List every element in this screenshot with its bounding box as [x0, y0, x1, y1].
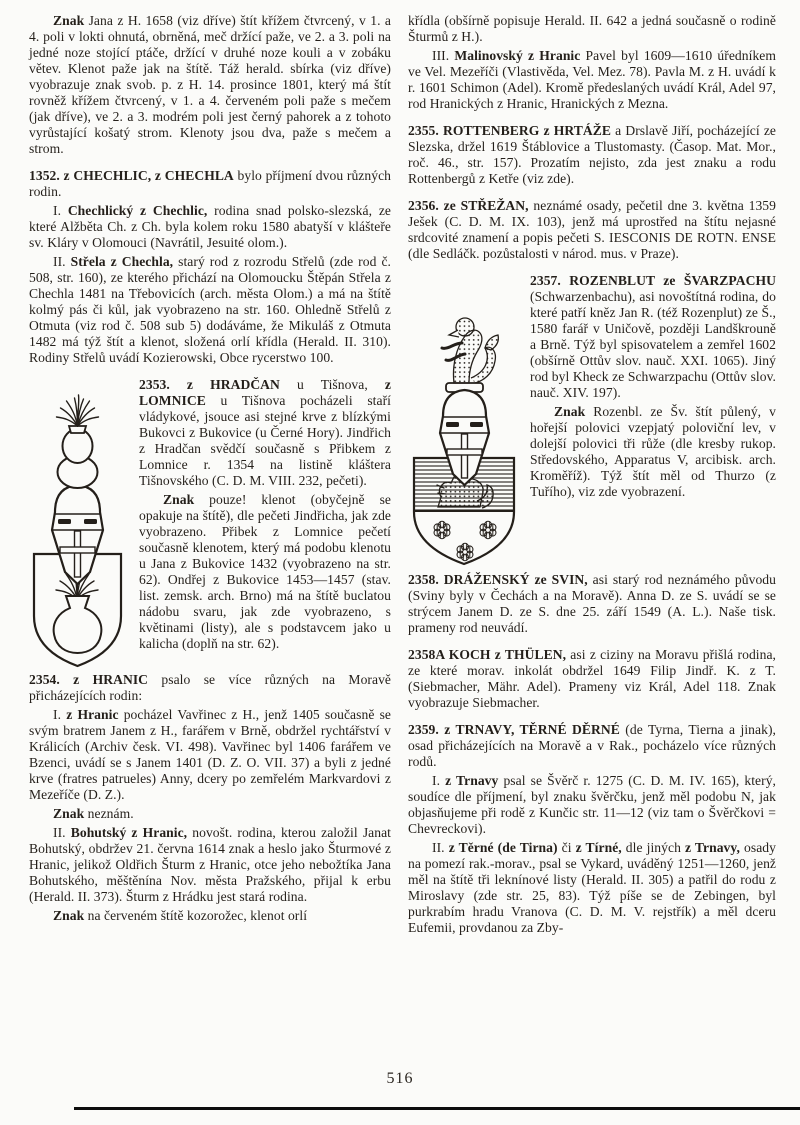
- two-column-text: [29, 13, 776, 939]
- text-run: asi z ciziny na Moravu přišlá rodina, ze které morav. inkolát obdržel 1649 Filip Jindř. K. z T. (Siebmacher, Mähr. Adel). Prameny viz Král, Adel 118. Znak vyobrazuje Siebmacher.: [408, 647, 776, 710]
- entry-2355-heading: [408, 123, 776, 187]
- entry-2354-znak-kozorozec: [29, 908, 391, 924]
- bold-text-run: Malinovský z Hranic: [454, 48, 581, 63]
- entry-1352-ii-strela: [29, 254, 391, 366]
- crest-pot: [57, 395, 99, 488]
- text-run: I.: [53, 203, 68, 218]
- entry-2354-znak-neznam: [29, 806, 391, 822]
- bold-text-run: 2356. ze STŘEŽAN,: [408, 198, 529, 213]
- bold-text-run: z Hranic: [66, 707, 119, 722]
- bold-text-run: Znak: [53, 13, 85, 28]
- bold-text-run: 2358A KOCH z THÜLEN,: [408, 647, 567, 662]
- entry-1352-heading: [29, 168, 391, 200]
- bold-text-run: Střela z Chechla,: [70, 254, 174, 269]
- hradcan-arms-figure: [29, 392, 126, 670]
- text-run: III.: [432, 48, 455, 63]
- hradcan-arms-drawing: [29, 392, 126, 670]
- bold-text-run: z Těrné (de Tirna): [448, 840, 558, 855]
- text-run: u Tišnova,: [279, 377, 385, 392]
- entry-2354-ii-bohutsky: [29, 825, 391, 905]
- bold-text-run: 2358. DRÁŽENSKÝ ze SVIN,: [408, 572, 588, 587]
- bold-text-run: Znak: [53, 806, 85, 821]
- bold-text-run: 2353. z HRADČAN: [139, 377, 280, 392]
- text-run: či: [557, 840, 576, 855]
- text-run: Jana z H. 1658 (viz dříve) štít křížem čtvrcený, v 1. a 4. poli v lokti ohnutá, obrněná, meč držící paže, ve 2. a 3. poli na jedné noze stojící ptáče, držící v druhé noze kouli a v zobáku větev. Klenot paže jak na štítě. Táž herald. sbírka (viz dříve) vyobrazuje znak svob. p. z H. 14. prosince 1801, který má štít rovněž křížem čtvrcený, v 1. a 4. červeném poli paže s mečem (jak dříve), ve 2. a 3. modrém poli jest černý pahorek a z tohoto vyrůstající košatý strom. Klenoty jsou dva, paže s mečem a strom.: [29, 13, 391, 156]
- entry-2354-heading: [29, 672, 391, 704]
- bold-text-run: 2357. ROZENBLUT ze ŠVARZPACHU: [530, 273, 776, 288]
- text-run: osady na pomezí rak.-morav., psal se Vykard, uváděný 1251—1260, jenž měl na štítě tři leknínové listy (Herald. II. 305) a patřil do rodu z Miroslavy (zde str. 25, 83). Týž píše se de Zebingen, byl purkrabím hradu Vranova (C. D. M. V. rejstřík) a měl dceru Eufemii, provdanou za Zby-: [408, 840, 776, 935]
- text-run: na červeném štítě kozorožec, klenot orlí: [84, 908, 308, 923]
- text-run: (de Tyrna, Tierna a jinak), osad přicházejících na Moravě a v Rak., pocházelo více různých rodů.: [408, 722, 776, 769]
- bold-text-run: Znak: [163, 492, 195, 507]
- bold-text-run: Chechlický z Chechlic,: [67, 203, 208, 218]
- bold-text-run: 1352. z CHECHLIC, z CHECHLA: [29, 168, 234, 183]
- page-number: 516: [386, 1070, 414, 1087]
- text-run: asi starý rod neznámého původu (Sviny byly v Čechách a na Moravě). Anna D. ze S. uvádí se se strýcem Janem D. ze S. dne 25. září 1549 (A. L.). Naše tisk. prameny rod neuvádí.: [408, 572, 776, 635]
- bold-text-run: z Trnavy: [445, 773, 499, 788]
- text-run: starý rod z rozrodu Střelů (zde rod č. 508, str. 160), ze kterého přichází na Olomoucku Štěpán Střela z Chechla 1481 na Třebovicích (arch. města Olom.) a má na štítě kolmý pás či kůl, jak vyobrazeno na str. 160. Ohledně Střelů z Otmuta (viz rod č. 508 sub 5) dodáváme, že Mikuláš z Otmuta 1482 má týž štít a klenot, složená orlí křídla (Herald. II. 310). Rodiny Střelů uvádí Kozierowski, Obce rycerstwo 100.: [29, 254, 391, 365]
- bold-text-run: 2355. ROTTENBERG z HRTÁŽE: [408, 123, 611, 138]
- entry-2358-heading: [408, 572, 776, 636]
- paragraph-znak-jana-z-h: [29, 13, 391, 157]
- entry-2357-heading: [408, 273, 776, 401]
- crest-lion: [442, 318, 498, 383]
- bold-text-run: z LOMNICE: [139, 377, 391, 408]
- entry-1352-i-chechlicky: [29, 203, 391, 251]
- text-run: neznám.: [84, 806, 134, 821]
- text-run: a Drslavě Jiří, pocházející ze Slezska, držel 1619 Štáblovice a Tlustomasty. (Časop. Mat. Mor., roč. 46., str. 157). Prozatím nejisto, zda jest znaku a rodu Rottenbergů z Ketře (viz zde).: [408, 123, 776, 186]
- text-run: (Schwarzenbachu), asi novoštítná rodina, do které patří kněz Jan R. (též Rozenplut) ze Š., 1580 farář v Uničově, později Landškrouně a Brně. Týž byl spisovatelem a zemřel 1602 (obšírně Ottův slov. nauč. XXI. 1065). Jiný rod byl Kheck ze Schwarzpachu (Ottův slov. nauč. XIV. 197).: [530, 289, 776, 400]
- bold-text-run: Znak: [554, 404, 586, 419]
- text-run: bylo příjmení dvou různých rodin.: [29, 168, 392, 199]
- text-run: pouze! klenot (obyčejně se opakuje na štítě), dle pečeti Jindřicha, jak zde vyobrazeno. Přibek z Lomnice pečetí současně klenotem, který má podobu klenotu u Jana z Bukovice 1432 (vyobrazeno na str. 62). Ondřej z Bukovice 1453—1457 (stav. list. zemsk. arch. Brno) má na štítě buclatou nádobu svaru, jak zde vyobrazeno, s květinami (listy), ale s podstavcem jako u kalicha (doplň na str. 62).: [139, 492, 391, 651]
- left-column: [29, 13, 391, 939]
- text-run: II.: [432, 840, 449, 855]
- entry-2358a-heading: [408, 647, 776, 711]
- entry-2359-ii-z-terne: [408, 840, 776, 936]
- bold-text-run: 2359. z TRNAVY, TĚRNÉ DĚRNÉ: [408, 722, 620, 737]
- text-run: novošt. rodina, kterou založil Janat Bohutský, obdržev 21. června 1614 znak a heslo jako Šturmové z Hranic, jelikož Oldřich Šturm z Hranic, otce jeho nebožtíka Jana Bohutského, měštěnína Nov. města Pražského, přijal k erbu (Herald. II. 373). Šturm z Hrádku jest stará rodina.: [29, 825, 391, 904]
- entry-2359-i-z-trnavy: [408, 773, 776, 837]
- bold-text-run: z Tírné,: [575, 840, 622, 855]
- text-run: dle jiných: [621, 840, 685, 855]
- rozenblut-arms-drawing: [408, 288, 520, 570]
- text-run: u Tišnova pocházeli staří vládykové, jsouce asi stejné krve z blízkými Bukovci z Bukovice (u Černé Hory). Jindřich z Hradčan svědčí současně s Přibkem z Lomnice r. 1354 na listině kláštera Tišnovského (C. D. M. VIII. 232, pečeti).: [139, 393, 391, 488]
- bold-text-run: Znak: [53, 908, 85, 923]
- bold-text-run: z Trnavy,: [685, 840, 740, 855]
- bold-text-run: 2354. z HRANIC: [29, 672, 149, 687]
- text-run: neznámé osady, pečetil dne 3. května 1359 Ješek (C. D. M. IX. 103), jenž má uprostřed na štítu nejasné srdcovité znamení a popis pečeti S. IESCONIS DE ROTN. ENSE (dle Sedláčk. pozůstalosti v národ. mus. v Praze).: [408, 198, 776, 261]
- text-run: křídla (obšírně popisuje Herald. II. 642 a jedná současně o rodině Šturmů z H.).: [408, 13, 776, 44]
- entry-2354-iii-malinovsky: [408, 48, 776, 112]
- entry-2354-i-z-hranic: [29, 707, 391, 803]
- text-run: II.: [53, 254, 71, 269]
- paragraph-kridla-continuation: [408, 13, 776, 45]
- entry-2359-heading: [408, 722, 776, 770]
- scan-edge-artifact: [74, 1107, 800, 1110]
- right-column: [408, 13, 776, 939]
- entry-2356-heading: [408, 198, 776, 262]
- text-run: pocházel Vavřinec z H., jenž 1405 současně se svým bratrem Janem z H., farářem v Brně, obdržel rychtářství v Králicích (Archiv česk. VI. 498). Vavřinec byl 1406 farářem ve Bzenci, uvádí se s Janem 1401 (D. Z. O. VII. 37) a byli z jedné krve (fratres patrueles) Anny, dcery po zemřelém Markvardovi z Mezeříče (D. Z.).: [29, 707, 391, 802]
- text-run: II.: [53, 825, 71, 840]
- bold-text-run: Bohutský z Hranic,: [70, 825, 188, 840]
- rozenblut-arms-figure: [408, 288, 520, 570]
- text-run: Rozenbl. ze Šv. štít půlený, v hořejší polovici vzepjatý poloviční lev, v dolejší polovici tři růže (dle kresby rukop. Středovského, Apparatus V, arcibisk. arch. Kroměříž). Týž štít měl od Thurzo (z Tuřího), viz zde vyobrazení.: [530, 404, 776, 499]
- text-run: I.: [432, 773, 446, 788]
- text-run: rodina snad polsko-slezská, ze které Alžběta Ch. z Ch. byla kolem roku 1580 abatyší v klášteře sv. Kláry v Olomouci (Navrátil, Jesuité olom.).: [29, 203, 391, 250]
- text-run: psalo se více různých na Moravě přicházejících rodin:: [29, 672, 392, 703]
- entry-2353-heading: [29, 377, 391, 489]
- text-run: I.: [53, 707, 67, 722]
- text-run: Pavel byl 1609—1610 úředníkem ve Vel. Mezeříči (Vlastivěda, Vel. Mez. 78). Pavla M. z H. uvádí k r. 1601 Schimon (Adel). Kromě předeslaných uvádí Král, Adel 97, rod Hranických z Hranic, Hranických z Mezna.: [408, 48, 776, 111]
- text-run: psal se Švěrč r. 1275 (C. D. M. IV. 165), který, soudíce dle příjmení, byl znaku švěrčku, jenž měl podobu N, jak objasňujeme při rodě z Kunčic str. 11—12 (viz tam o Švěrčkovi = Chevreckovi).: [408, 773, 776, 836]
